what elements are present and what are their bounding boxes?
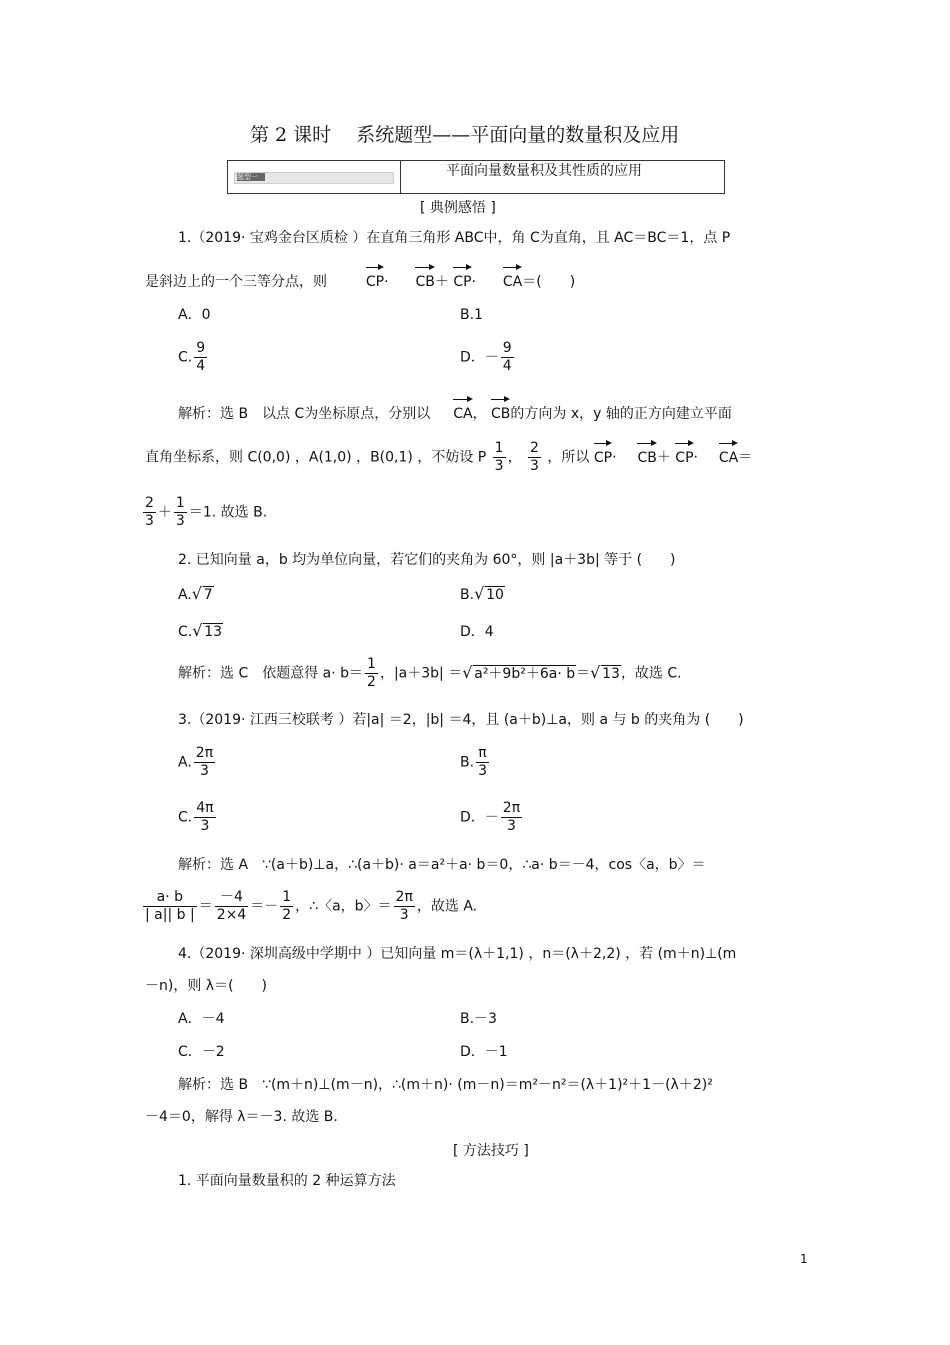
q1-option-a: A．0 (178, 307, 211, 323)
vector-ca: CA (453, 406, 473, 422)
q3-solution-line2: $\frac{a\cdot b}{| a|| b |}$ ＝ $\frac{-4}{2\times 4}$ ＝－ $\frac{1}{2}$ ，∴〈a，b〉＝ $\frac{2\pi}{3}$ ，故选 A. (145, 889, 478, 923)
q2-stem: 2. 已知向量 a，b 均为单位向量，若它们的夹角为 60°，则 |a＋3b| 等于 ( ) (178, 552, 676, 568)
q4-option-b: B.－3 (460, 1011, 497, 1027)
q4-option-d: D．－1 (460, 1044, 508, 1060)
topic-tag-cell (228, 161, 401, 193)
q1-solution-line2: 直角坐标系，则 C(0,0) ，A(1,0) ，B(0,1) ，不妨设 P $\frac{1}{3}$ ， $\frac{2}{3}$ ，所以 CP· CB＋ CP· CA＝ (145, 440, 753, 474)
method-1-heading: 1. 平面向量数量积的 2 种运算方法 (178, 1173, 396, 1189)
topic-tag-bar (234, 172, 394, 184)
q4-option-c: C．－2 (178, 1044, 225, 1060)
q4-stem-line2: －n)，则 λ＝( ) (145, 978, 267, 994)
q1-option-b: B.1 (460, 307, 483, 323)
vector-cp: CP (593, 449, 613, 466)
q4-option-a: A．－4 (178, 1011, 225, 1027)
topic-box (227, 160, 725, 194)
q1-option-d: D．－ $\frac{9}{4}$ (460, 340, 512, 374)
q1-stem-text: 是斜边上的一个三等分点，则 (145, 274, 327, 290)
vector-cb: CB (415, 274, 435, 290)
topic-tag-label: 题型一 (237, 173, 265, 181)
q3-option-d: D．－ $\frac{2\pi}{3}$ (460, 800, 521, 834)
q4-solution-line2: －4＝0，解得 λ＝－3. 故选 B. (145, 1109, 338, 1125)
q2-option-b: B.√ 10 (460, 586, 505, 604)
page-number: 1 (800, 1252, 808, 1266)
vector-cp: CP (675, 449, 694, 466)
vector-cb: CB (491, 406, 511, 422)
vector-cp: CP (453, 274, 472, 290)
q2-solution: 解析：选 C 依题意得 a· b＝ $\frac{1}{2}$ ，|a＋3b| ＝√ a²＋9b²＋6a· b＝√ 13，故选 C. (178, 656, 682, 691)
q1-stem-line2: 是斜边上的一个三等分点，则 CP· CB＋ CP· CA＝( ) (145, 274, 576, 290)
q2-option-d: D．4 (460, 624, 494, 640)
q3-stem: 3.（2019· 江西三校联考 ）若|a| ＝2，|b| ＝4，且 (a＋b)⊥a，则 a 与 b 的夹角为 ( ) (178, 712, 744, 728)
section-examples: [ 典例感悟 ] (420, 200, 496, 216)
q3-option-b: B. $\frac{\pi}{3}$ (460, 745, 487, 779)
answer-blank: ＝( ) (522, 274, 576, 290)
q3-solution-line1: 解析：选 A ∵(a＋b)⊥a，∴(a＋b)· a＝a²＋a· b＝0，∴a· b＝－4，cos〈a，b〉＝ (178, 857, 706, 873)
topic-title: 平面向量数量积及其性质的应用 (446, 163, 642, 179)
page-title: 第 2 课时 系统题型——平面向量的数量积及应用 (250, 124, 680, 146)
vector-ca: CA (718, 449, 739, 466)
q1-solution-line1: 解析：选 B 以点 C为坐标原点，分别以 CA， CB的方向为 x，y 轴的正方向建立平面 (178, 406, 732, 422)
q1-solution-line3: $\frac{2}{3}$ ＋ $\frac{1}{3}$ ＝1. 故选 B. (145, 495, 268, 529)
vector-cp: CP (365, 274, 385, 290)
section-methods: [ 方法技巧 ] (453, 1143, 529, 1159)
q3-option-c: C. $\frac{4\pi}{3}$ (178, 800, 214, 834)
q4-stem-line1: 4.（2019· 深圳高级中学期中 ）已知向量 m＝(λ＋1,1) ，n＝(λ＋2,2) ，若 (m＋n)⊥(m (178, 946, 737, 962)
q1-stem-line1: 1.（2019· 宝鸡金台区质检 ）在直角三角形 ABC中，角 C为直角，且 AC＝BC＝1，点 P (178, 230, 731, 246)
q2-option-c: C.√ 13 (178, 623, 223, 641)
q1-option-c: C. $\frac{9}{4}$ (178, 340, 206, 374)
vector-ca: CA (502, 274, 523, 290)
q2-option-a: A.√ 7 (178, 586, 214, 604)
vector-cb: CB (637, 449, 657, 466)
q4-solution-line1: 解析：选 B ∵(m＋n)⊥(m－n)，∴(m＋n)· (m－n)＝m²－n²＝(λ＋1)²＋1－(λ＋2)² (178, 1077, 713, 1093)
q3-option-a: A. $\frac{2\pi}{3}$ (178, 745, 214, 779)
